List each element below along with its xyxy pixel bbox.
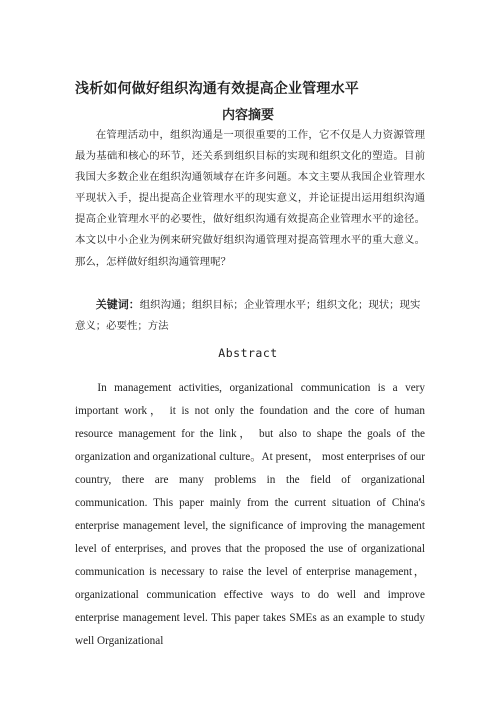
keywords-line [75, 294, 425, 337]
paper-title: 浅析如何做好组织沟通有效提高企业管理水平 [75, 81, 359, 97]
summary-heading: 内容摘要 [221, 108, 274, 123]
summary-paragraph: 在管理活动中，组织沟通是一项很重要的工作，它不仅是人力资源管理最为基础和核心的环节，还关系到组织目标的实现和组织文化的塑造。目前我国大多数企业在组织沟通领域存在许多问题。本文主要从我国企业管理水平现状入手，提出提高企业管理水平的现实意义，并论证提出运用组织沟通提高企业管理水平的必要性，做好组织沟通有效提高企业管理水平的途径。本文以中小企业为例来研究做好组织沟通管理对提高管理水平的重大意义。那么，怎样做好组织沟通管理呢？ [75, 129, 425, 268]
keywords-text: 组织沟通；组织目标；企业管理水平；组织文化；现状；现实意义；必要性；方法 [75, 299, 421, 332]
keywords-label: 关键词： [95, 298, 140, 311]
abstract-heading: Abstract [218, 346, 278, 360]
abstract-paragraph: In management activities, organizational communication is a very important work， it is not only the foundation and the core of human resource management for the link， but also to shape the goals of the organization and organizational culture。At present， most enterprises of our country, there are many problems in the field of organizational communication. This paper mainly from the current situation of China's enterprise management level, the significance of improving the management level of enterprises, and proves that the proposed the use of organizational communication is necessary to raise the level of enterprise management，organizational communication effective ways to do well and improve enterprise management level. This paper takes SMEs as an example to study well Organizational [75, 382, 425, 647]
